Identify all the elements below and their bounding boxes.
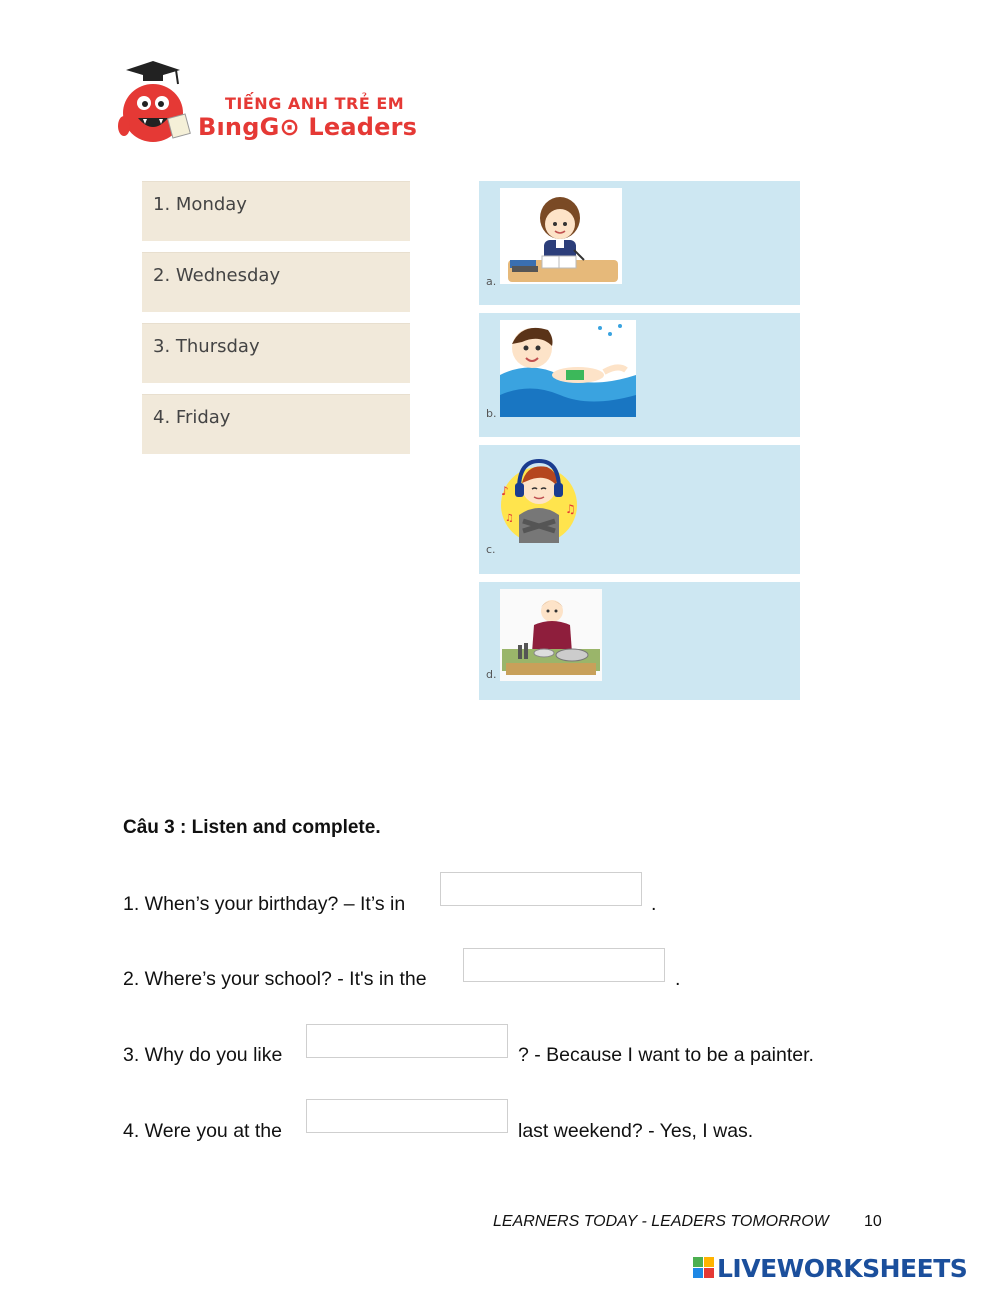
question-text-end: last weekend? - Yes, I was. xyxy=(518,1120,754,1142)
svg-text:♫: ♫ xyxy=(505,513,514,524)
day-label: 1. Monday xyxy=(153,194,247,215)
liveworksheets-text: LIVEWORKSHEETS xyxy=(717,1254,968,1283)
picture-letter: d. xyxy=(486,668,497,681)
picture-box-b[interactable] xyxy=(479,313,800,437)
picture-frame xyxy=(500,320,636,417)
day-box-3[interactable] xyxy=(142,323,410,383)
monster-mascot-icon xyxy=(118,58,198,148)
page-number: 10 xyxy=(864,1213,882,1230)
picture-frame xyxy=(500,188,622,284)
picture-letter: a. xyxy=(486,275,497,288)
boy-swimming-icon xyxy=(500,320,636,417)
question-text-end: . xyxy=(675,968,681,990)
footer-slogan: LEARNERS TODAY - LEADERS TOMORROW xyxy=(493,1213,829,1230)
girl-studying-icon xyxy=(500,188,622,284)
bingo-leaders-logo xyxy=(118,58,438,150)
liveworksheets-blocks-icon xyxy=(693,1257,715,1281)
picture-box-c[interactable] xyxy=(479,445,800,574)
boy-listening-music-icon xyxy=(497,455,581,547)
svg-text:♪: ♪ xyxy=(501,484,509,498)
question-text: 1. When’s your birthday? – It’s in xyxy=(123,893,406,915)
boy-cooking-icon xyxy=(500,589,602,681)
section-heading: Câu 3 : Listen and complete. xyxy=(123,817,381,838)
question-text: 4. Were you at the xyxy=(123,1120,282,1142)
day-box-1[interactable] xyxy=(142,181,410,241)
day-label: 4. Friday xyxy=(153,407,231,428)
picture-box-d[interactable] xyxy=(479,582,800,700)
day-box-4[interactable] xyxy=(142,394,410,454)
question-text: 2. Where’s your school? - It's in the xyxy=(123,968,427,990)
picture-letter: b. xyxy=(486,407,497,420)
question-text: 3. Why do you like xyxy=(123,1044,283,1066)
picture-frame xyxy=(497,455,581,547)
picture-letter: c. xyxy=(486,543,496,556)
answer-input-2[interactable] xyxy=(463,948,665,982)
answer-input-1[interactable] xyxy=(440,872,642,906)
question-text-end: . xyxy=(651,893,657,915)
day-box-2[interactable] xyxy=(142,252,410,312)
answer-input-3[interactable] xyxy=(306,1024,508,1058)
day-label: 3. Thursday xyxy=(153,336,260,357)
picture-box-a[interactable] xyxy=(479,181,800,305)
answer-input-4[interactable] xyxy=(306,1099,508,1133)
logo-brand-name: BıngG⊙ Leaders xyxy=(198,113,418,141)
svg-text:♫: ♫ xyxy=(565,502,576,516)
logo-subtitle: TIẾNG ANH TRẺ EM xyxy=(225,94,405,113)
question-text-end: ? - Because I want to be a painter. xyxy=(518,1044,814,1066)
picture-frame xyxy=(500,589,602,681)
day-label: 2. Wednesday xyxy=(153,265,281,286)
